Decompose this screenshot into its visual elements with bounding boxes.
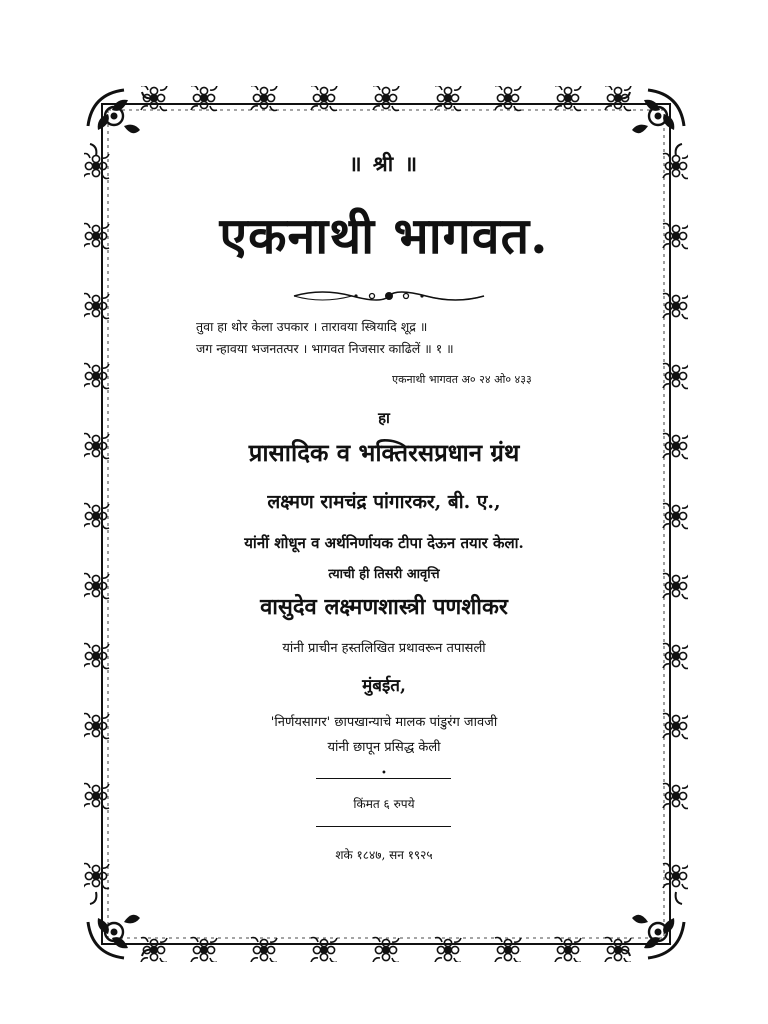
title-divider-ornament-icon [292,286,486,306]
divider-rule-bottom [316,826,451,827]
price-label: किंमत ६ रुपये [353,797,415,811]
publication-date: शके १८४७, सन १९२५ [335,848,433,862]
intro-word: हा [378,409,390,427]
verse-line-1: तुवा हा थोर केला उपकार । तारावया स्त्रियादि शूद्र ॥ [196,319,428,334]
book-title: एकनाथी भागवत. [219,206,549,265]
verse-line-2: जग न्हावया भजनतत्पर । भागवत निजसार काढिलें ॥ १ ॥ [196,341,454,356]
verse-reference: एकनाथी भागवत अ० २४ ओ० ४३३ [392,373,532,386]
publication-city: मुंबईत, [362,676,406,696]
divider-mark: • [381,768,387,779]
publisher-line-1: 'निर्णयसागर' छापखान्याचे मालक पांडुरंग जावजी [270,715,498,730]
shri-invocation: ॥ श्री ॥ [348,151,420,176]
edition-note: त्याची ही तिसरी आवृत्ति [328,567,440,582]
editor-description: यांनी प्राचीन हस्तलिखित प्रथावरून तपासली [282,641,486,656]
publisher-line-2: यांनी छापून प्रसिद्ध केली [327,740,441,755]
author-description: यांनीं शोधून व अर्थनिर्णायक टीपा देऊन तयार केला. [244,534,524,552]
book-subtitle: प्रासादिक व भक्तिरसप्रधान ग्रंथ [248,438,520,467]
divider-rule-top [316,778,451,779]
editor-name: वासुदेव लक्ष्मणशास्त्री पणशीकर [260,594,508,620]
author-name: लक्ष्मण रामचंद्र पांगारकर, बी. ए., [267,491,501,513]
